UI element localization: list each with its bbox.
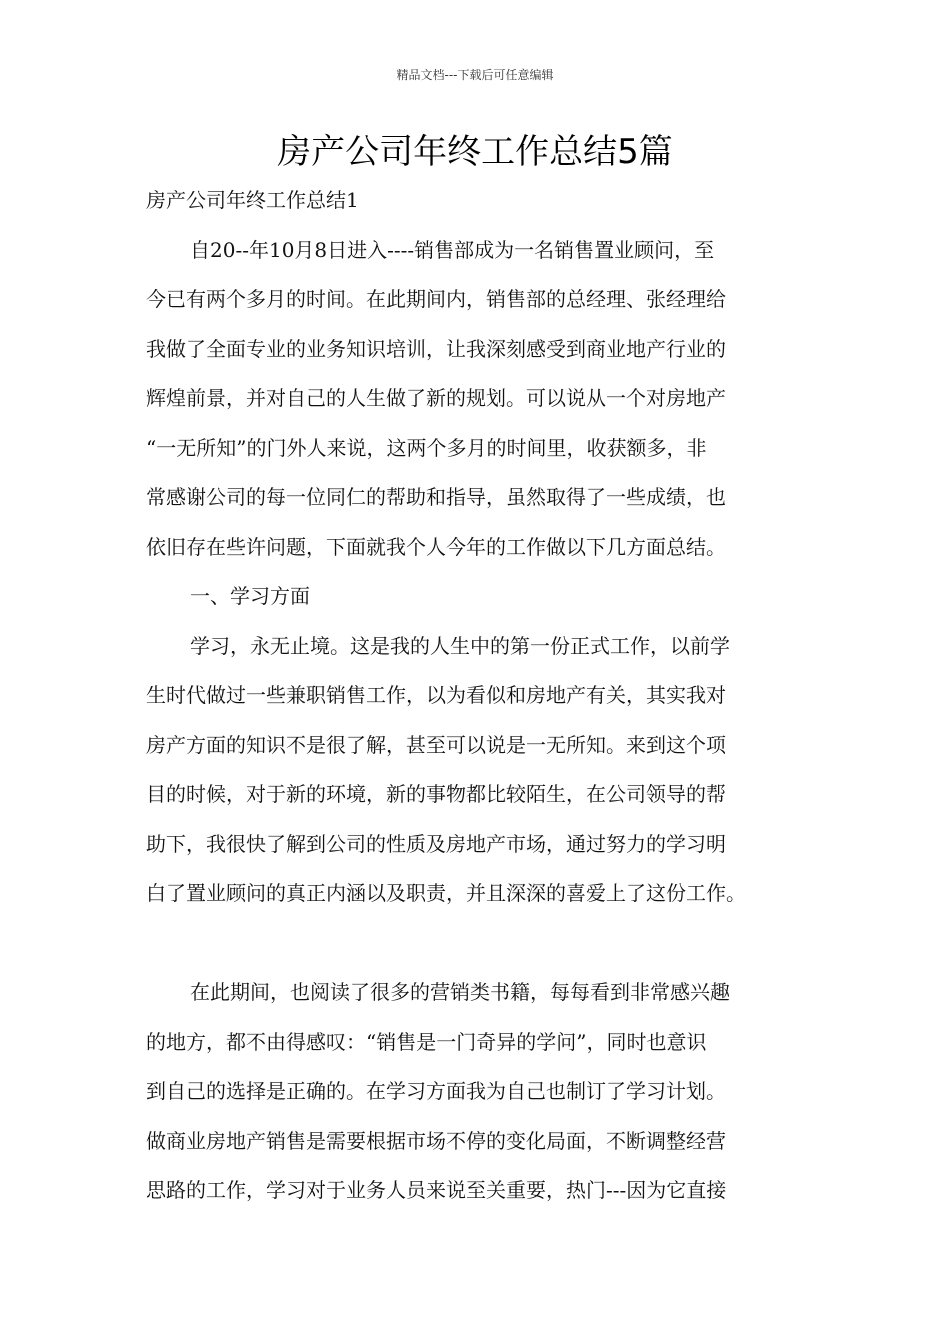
- paragraph-line: 房产方面的知识不是很了解，甚至可以说是一无所知。来到这个项: [146, 732, 726, 757]
- paragraph-line: 我做了全面专业的业务知识培训，让我深刻感受到商业地产行业的: [146, 336, 726, 361]
- paragraph-line: 在此期间，也阅读了很多的营销类书籍，每每看到非常感兴趣: [190, 980, 730, 1004]
- paragraph-line: 助下，我很快了解到公司的性质及房地产市场，通过努力的学习明: [146, 831, 726, 856]
- paragraph-line: 学习，永无止境。这是我的人生中的第一份正式工作，以前学: [190, 633, 730, 658]
- paragraph-line: 白了置业顾问的真正内涵以及职责，并且深深的喜爱上了这份工作。: [146, 881, 746, 905]
- paragraph-1: [146, 226, 806, 573]
- paragraph-line: 到自己的选择是正确的。在学习方面我为自己也制订了学习计划。: [146, 1079, 726, 1103]
- paragraph-line: 常感谢公司的每一位同仁的帮助和指导，虽然取得了一些成绩，也: [146, 485, 726, 509]
- section-title: 房产公司年终工作总结1: [146, 188, 359, 212]
- paragraph-line: 目的时候，对于新的环境，新的事物都比较陌生，在公司领导的帮: [146, 782, 726, 806]
- paragraph-line: 自20--年10月8日进入----销售部成为一名销售置业顾问，至: [190, 237, 715, 262]
- document-body: [146, 176, 806, 1216]
- paragraph-3: [146, 968, 806, 1216]
- paragraph-line: 做商业房地产销售是需要根据市场不停的变化局面，不断调整经营: [146, 1128, 726, 1153]
- paragraph-line: “一无所知”的门外人来说，这两个多月的时间里，收获额多，非: [146, 435, 707, 460]
- paragraph-line: 生时代做过一些兼职销售工作，以为看似和房地产有关，其实我对: [146, 683, 726, 707]
- paragraph-line: 今已有两个多月的时间。在此期间内，销售部的总经理、张经理给: [146, 287, 726, 311]
- page-header-note: 精品文档---下载后可任意编辑: [396, 68, 554, 82]
- paragraph-line: 辉煌前景，并对自己的人生做了新的规划。可以说从一个对房地产: [146, 386, 726, 410]
- document-title: 房产公司年终工作总结5篇: [277, 132, 673, 172]
- paragraph-line: 思路的工作，学习对于业务人员来说至关重要，热门---因为它直接: [146, 1178, 727, 1202]
- paragraph-line: 依旧存在些许问题，下面就我个人今年的工作做以下几方面总结。: [146, 534, 726, 559]
- paragraph-2: [146, 622, 806, 919]
- paragraph-line: 的地方，都不由得感叹：“销售是一门奇异的学问”，同时也意识: [146, 1029, 707, 1054]
- section-heading-study: 一、学习方面: [190, 584, 310, 608]
- blank-line: [146, 919, 806, 969]
